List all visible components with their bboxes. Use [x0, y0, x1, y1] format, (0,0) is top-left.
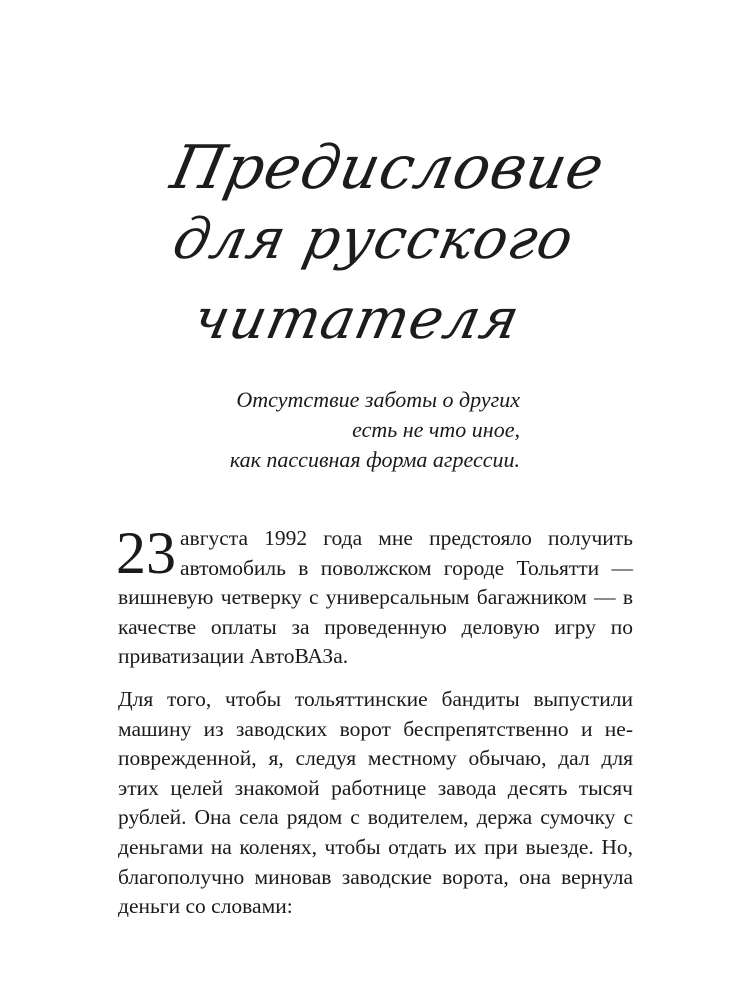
paragraph-1: [116, 520, 633, 672]
epigraph-line-2: есть не что иное,: [352, 417, 520, 442]
epigraph-line-1: Отсутствие заботы о других: [236, 387, 520, 412]
paragraph-1-text: августа 1992 года мне предстояло получить автомобиль в поволжском городе Тольятти — вишневую четверку с универсальным багажником — в качестве оплаты за проведенную деловую игру по приватизации АвтоВАЗа.: [118, 526, 633, 669]
drop-cap: 23: [116, 520, 176, 586]
body-text: [116, 520, 633, 935]
chapter-title-line-2: для русского читателя: [167, 207, 580, 352]
epigraph-line-3: как пассивная форма агрессии.: [229, 447, 520, 472]
epigraph: [100, 385, 520, 475]
chapter-title-line-1: Предисловие: [165, 133, 611, 203]
paragraph-2: Для того, чтобы тольяттинские бандиты выпустили машину из заводских ворот беспрепятственно и неповрежденной, я, следуя местному обычаю, дал для этих целей знакомой работнице завода десять тысяч рублей. Она села рядом с водителем, держа сумочку с деньгами на коленях, чтобы отдать их при выезде. Но, благополучно миновав заводские ворота, она вернула деньги со словами:: [118, 686, 633, 919]
